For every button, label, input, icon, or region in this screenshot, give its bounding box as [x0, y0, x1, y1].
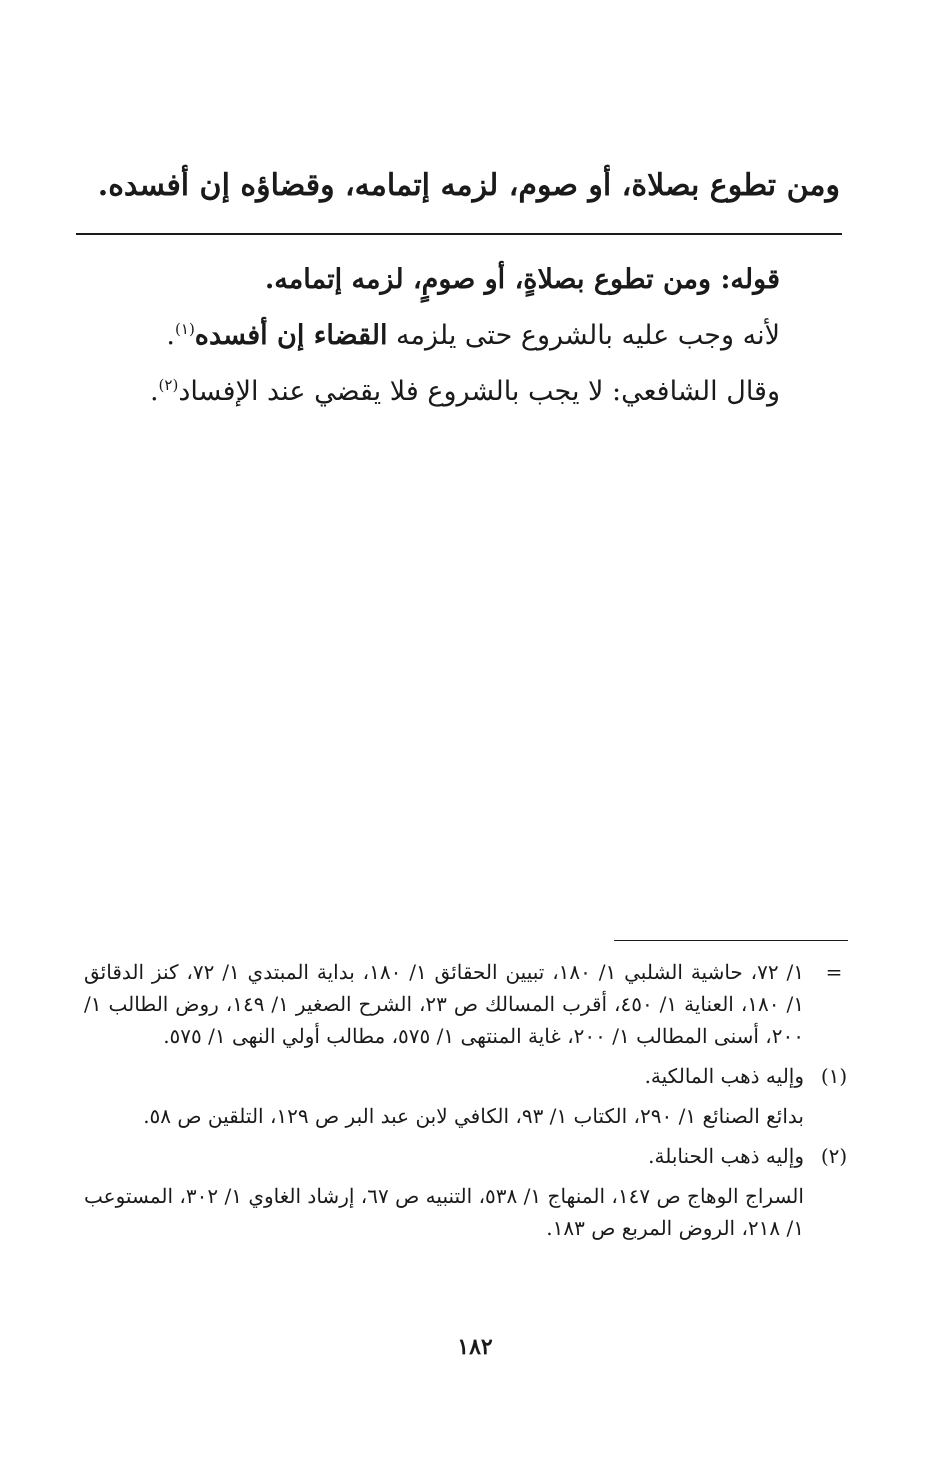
- footnote-2-marker: (٢): [820, 1144, 848, 1168]
- footnote-1-text: وإليه ذهب المالكية.: [644, 1064, 804, 1088]
- commentary-line-3-text: وقال الشافعي: لا يجب بالشروع فلا يقضي عند الإفساد: [178, 376, 780, 407]
- footnote-1-refs: بدائع الصنائع ١/ ٢٩٠، الكتاب ١/ ٩٣، الكافي لابن عبد البر ص ١٢٩، التلقين ص ٥٨.: [143, 1104, 804, 1128]
- commentary-line-3-end: .: [149, 376, 159, 407]
- commentary: [120, 252, 780, 420]
- commentary-line-2: [120, 308, 780, 364]
- footnote-1: [84, 1060, 854, 1092]
- footnote-continuation: [84, 956, 854, 1052]
- continuation-text: ١/ ٧٢، حاشية الشلبي ١/ ١٨٠، تبيين الحقائق ١/ ١٨٠، بداية المبتدي ١/ ٧٢، كنز الدقائق ١/ ١٨٠، العناية ١/ ٤٥٠، أقرب المسالك ص ٢٣، الشرح الصغير ١/ ١٤٩، روض الطالب ١/ ٢٠٠، أسنى المطالب ١/ ٢٠٠، غاية المنتهى ١/ ٥٧٥، مطالب أولي النهى ١/ ٥٧٥.: [84, 960, 804, 1048]
- page-number: ١٨٢: [457, 1334, 493, 1360]
- commentary-line-2-text: لأنه وجب عليه بالشروع حتى يلزمه: [387, 320, 780, 351]
- footnote-1-marker: (١): [820, 1064, 848, 1088]
- commentary-line-3: [120, 364, 780, 420]
- heading-divider: [76, 233, 842, 235]
- footnotes: [84, 956, 854, 1252]
- continuation-marker: =: [825, 960, 843, 984]
- commentary-line-1: قوله: ومن تطوع بصلاةٍ، أو صومٍ، لزمه إتمامه.: [264, 264, 780, 295]
- commentary-line-2-bold: القضاء إن أفسده: [194, 320, 388, 351]
- footnote-divider: [614, 940, 848, 941]
- footnote-ref-1[interactable]: (١): [175, 320, 195, 338]
- footnote-ref-2[interactable]: (٢): [158, 376, 179, 394]
- matn-heading: [97, 158, 840, 214]
- matn-text: ومن تطوع بصلاة، أو صوم، لزمه إتمامه، وقضاؤه إن أفسده.: [97, 168, 840, 203]
- footnote-2: [84, 1140, 854, 1172]
- footnote-2-refs: السراج الوهاج ص ١٤٧، المنهاج ١/ ٥٣٨، التنبيه ص ٦٧، إرشاد الغاوي ١/ ٣٠٢، المستوعب ١/ ٢١٨، الروض المربع ص ١٨٣.: [84, 1184, 804, 1240]
- commentary-line-2-end: .: [166, 320, 176, 351]
- footnote-2-text: وإليه ذهب الحنابلة.: [648, 1144, 804, 1168]
